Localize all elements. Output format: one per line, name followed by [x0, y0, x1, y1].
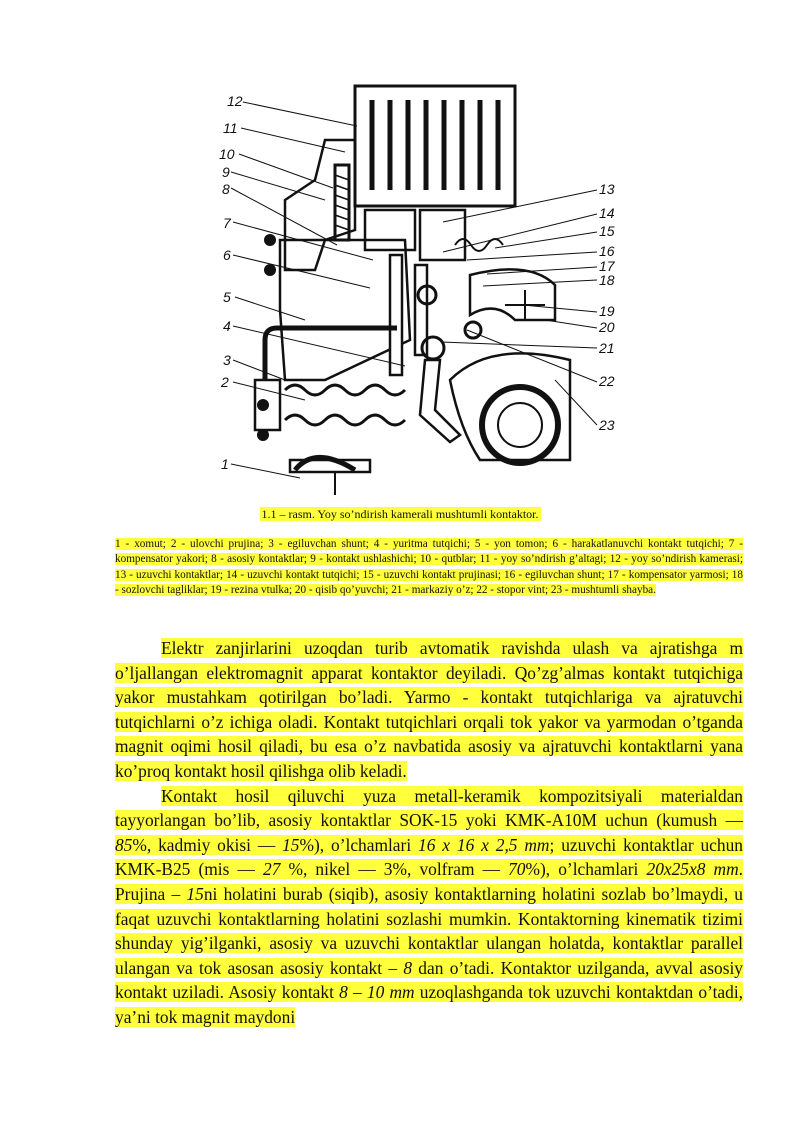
callout-20: 20 [599, 319, 615, 335]
callout-21: 21 [599, 340, 615, 356]
p2-text-4: ; uzuvchi kontaktlar uchun KMK-B25 (mis — [115, 834, 743, 880]
callout-4: 4 [223, 318, 231, 334]
p2-text-9: dan o’tadi. Kontaktor uzilganda, avval asosiy kontakt uziladi. Asosiy kontakt [115, 957, 743, 1003]
p2-italic-3: 16 x 16 x 2,5 mm [418, 834, 550, 855]
callout-10: 10 [219, 146, 235, 162]
figure-caption [0, 506, 800, 522]
p2-italic-6: 20x25x8 mm [646, 859, 739, 880]
paragraph-2-text [115, 786, 743, 1027]
callout-19: 19 [599, 303, 615, 319]
callout-14: 14 [599, 205, 615, 221]
body-text [115, 636, 743, 1030]
callout-17: 17 [599, 258, 615, 274]
callout-6: 6 [223, 247, 231, 263]
p2-text-3: %), o’lchamlari [299, 834, 419, 855]
p2-text-5: %, nikel — 3%, volfram — [280, 859, 509, 880]
callout-1: 1 [221, 456, 229, 472]
p2-italic-7: 15 [186, 883, 204, 904]
paragraph-1 [115, 636, 743, 784]
p2-text-1: Kontakt hosil qiluvchi yuza metall-keramik kompozitsiyali materialdan tayyorlangan bo’lib, asosiy kontaktlar SOK-15 yoki KMK-A10M uchun (kumush — [115, 785, 743, 831]
figure-legend-text: 1 - xomut; 2 - ulovchi prujina; 3 - egiluvchan shunt; 4 - yuritma tutqichi; 5 - yon tomon; 6 - harakatlanuvchi kontakt tutqichi; 7 - kompensator yakori; 8 - asosiy kontaktlar; 9 - kontakt ushlashichi; 10 - qutblar; 11 - yoy so’ndirish g’altagi; 12 - yoy so’ndirish kamerasi; 13 - uzuvchi kontaktlar; 14 - uzuvchi kontakt tutqichi; 15 - uzuvchi kontakt prujinasi; 16 - egiluvchan shunt; 17 - kompensator yarmosi; 18 - sozlovchi tagliklar; 19 - rezina vtulka; 20 - qisib qo’yuvchi; 21 - markaziy o’z; 22 - stopor vint; 23 - mushtumli shayba. [115, 538, 743, 597]
callout-23: 23 [599, 417, 615, 433]
callout-2: 2 [221, 374, 229, 390]
callout-5: 5 [223, 289, 231, 305]
figure-caption-text: 1.1 – rasm. Yoy so’ndirish kamerali mushtumli kontaktor. [261, 507, 539, 521]
callout-22: 22 [599, 373, 615, 389]
p2-text-8: ni holatini burab (siqib), asosiy kontaktlarning holatini sozlab bo’lmaydi, u faqat uzuvchi kontaktlarning holatini sozlashi mumkin. Kontaktorning kinematik tizimi shunday yig’ilganki, asosiy va uzuvchi kontaktlar ulangan holatda, kontaktlar parallel ulangan va tok asosan asosiy kontakt – [115, 883, 743, 978]
callout-7: 7 [223, 215, 231, 231]
callout-12: 12 [227, 93, 243, 109]
p2-italic-1: 85 [115, 834, 133, 855]
contactor-drawing [205, 80, 635, 500]
paragraph-2 [115, 784, 743, 1030]
p2-italic-2: 15 [282, 834, 300, 855]
callouts-right [598, 181, 616, 433]
callout-8: 8 [222, 181, 230, 197]
p2-text-2: %, kadmiy okisi — [132, 834, 283, 855]
p2-italic-4: 27 [263, 859, 281, 880]
p2-text-7: . Prujina – [115, 859, 743, 904]
callout-11: 11 [223, 120, 238, 136]
callout-16: 16 [599, 243, 615, 259]
p2-italic-9: 8 – 10 mm [339, 982, 415, 1003]
callout-15: 15 [599, 223, 615, 239]
contactor-diagram [205, 80, 635, 500]
callout-9: 9 [222, 164, 230, 180]
callout-18: 18 [599, 272, 615, 288]
paragraph-1-text: Elektr zanjirlarini uzoqdan turib avtomatik ravishda ulash va ajratishga m o’ljallangan elektromagnit apparat kontaktor deyiladi. Qo’zg’almas kontakt tutqichiga yakor mustahkam qotirilgan bo’ladi. Yarmo - kontakt tutqichlariga va ajratuvchi tutqichlarni o’z ichiga oladi. Kontakt tutqichlari orqali tok yakor va yarmodan o’tganda magnit oqimi hosil qiladi, bu esa o’z navbatida asosiy va ajratuvchi kontaktlarni yana ko’proq kontakt hosil qilishga olib keladi. [115, 638, 743, 781]
p2-text-10: uzoqlashganda tok uzuvchi kontaktdan o’tadi, ya’ni tok magnit maydoni [115, 982, 743, 1027]
callouts-left [219, 93, 243, 472]
p2-italic-8: 8 [403, 957, 413, 978]
figure-legend [115, 537, 743, 599]
p2-text-6: %), o’lchamlari [525, 859, 647, 880]
callout-3: 3 [223, 352, 231, 368]
callout-13: 13 [599, 181, 615, 197]
p2-italic-5: 70 [508, 859, 526, 880]
